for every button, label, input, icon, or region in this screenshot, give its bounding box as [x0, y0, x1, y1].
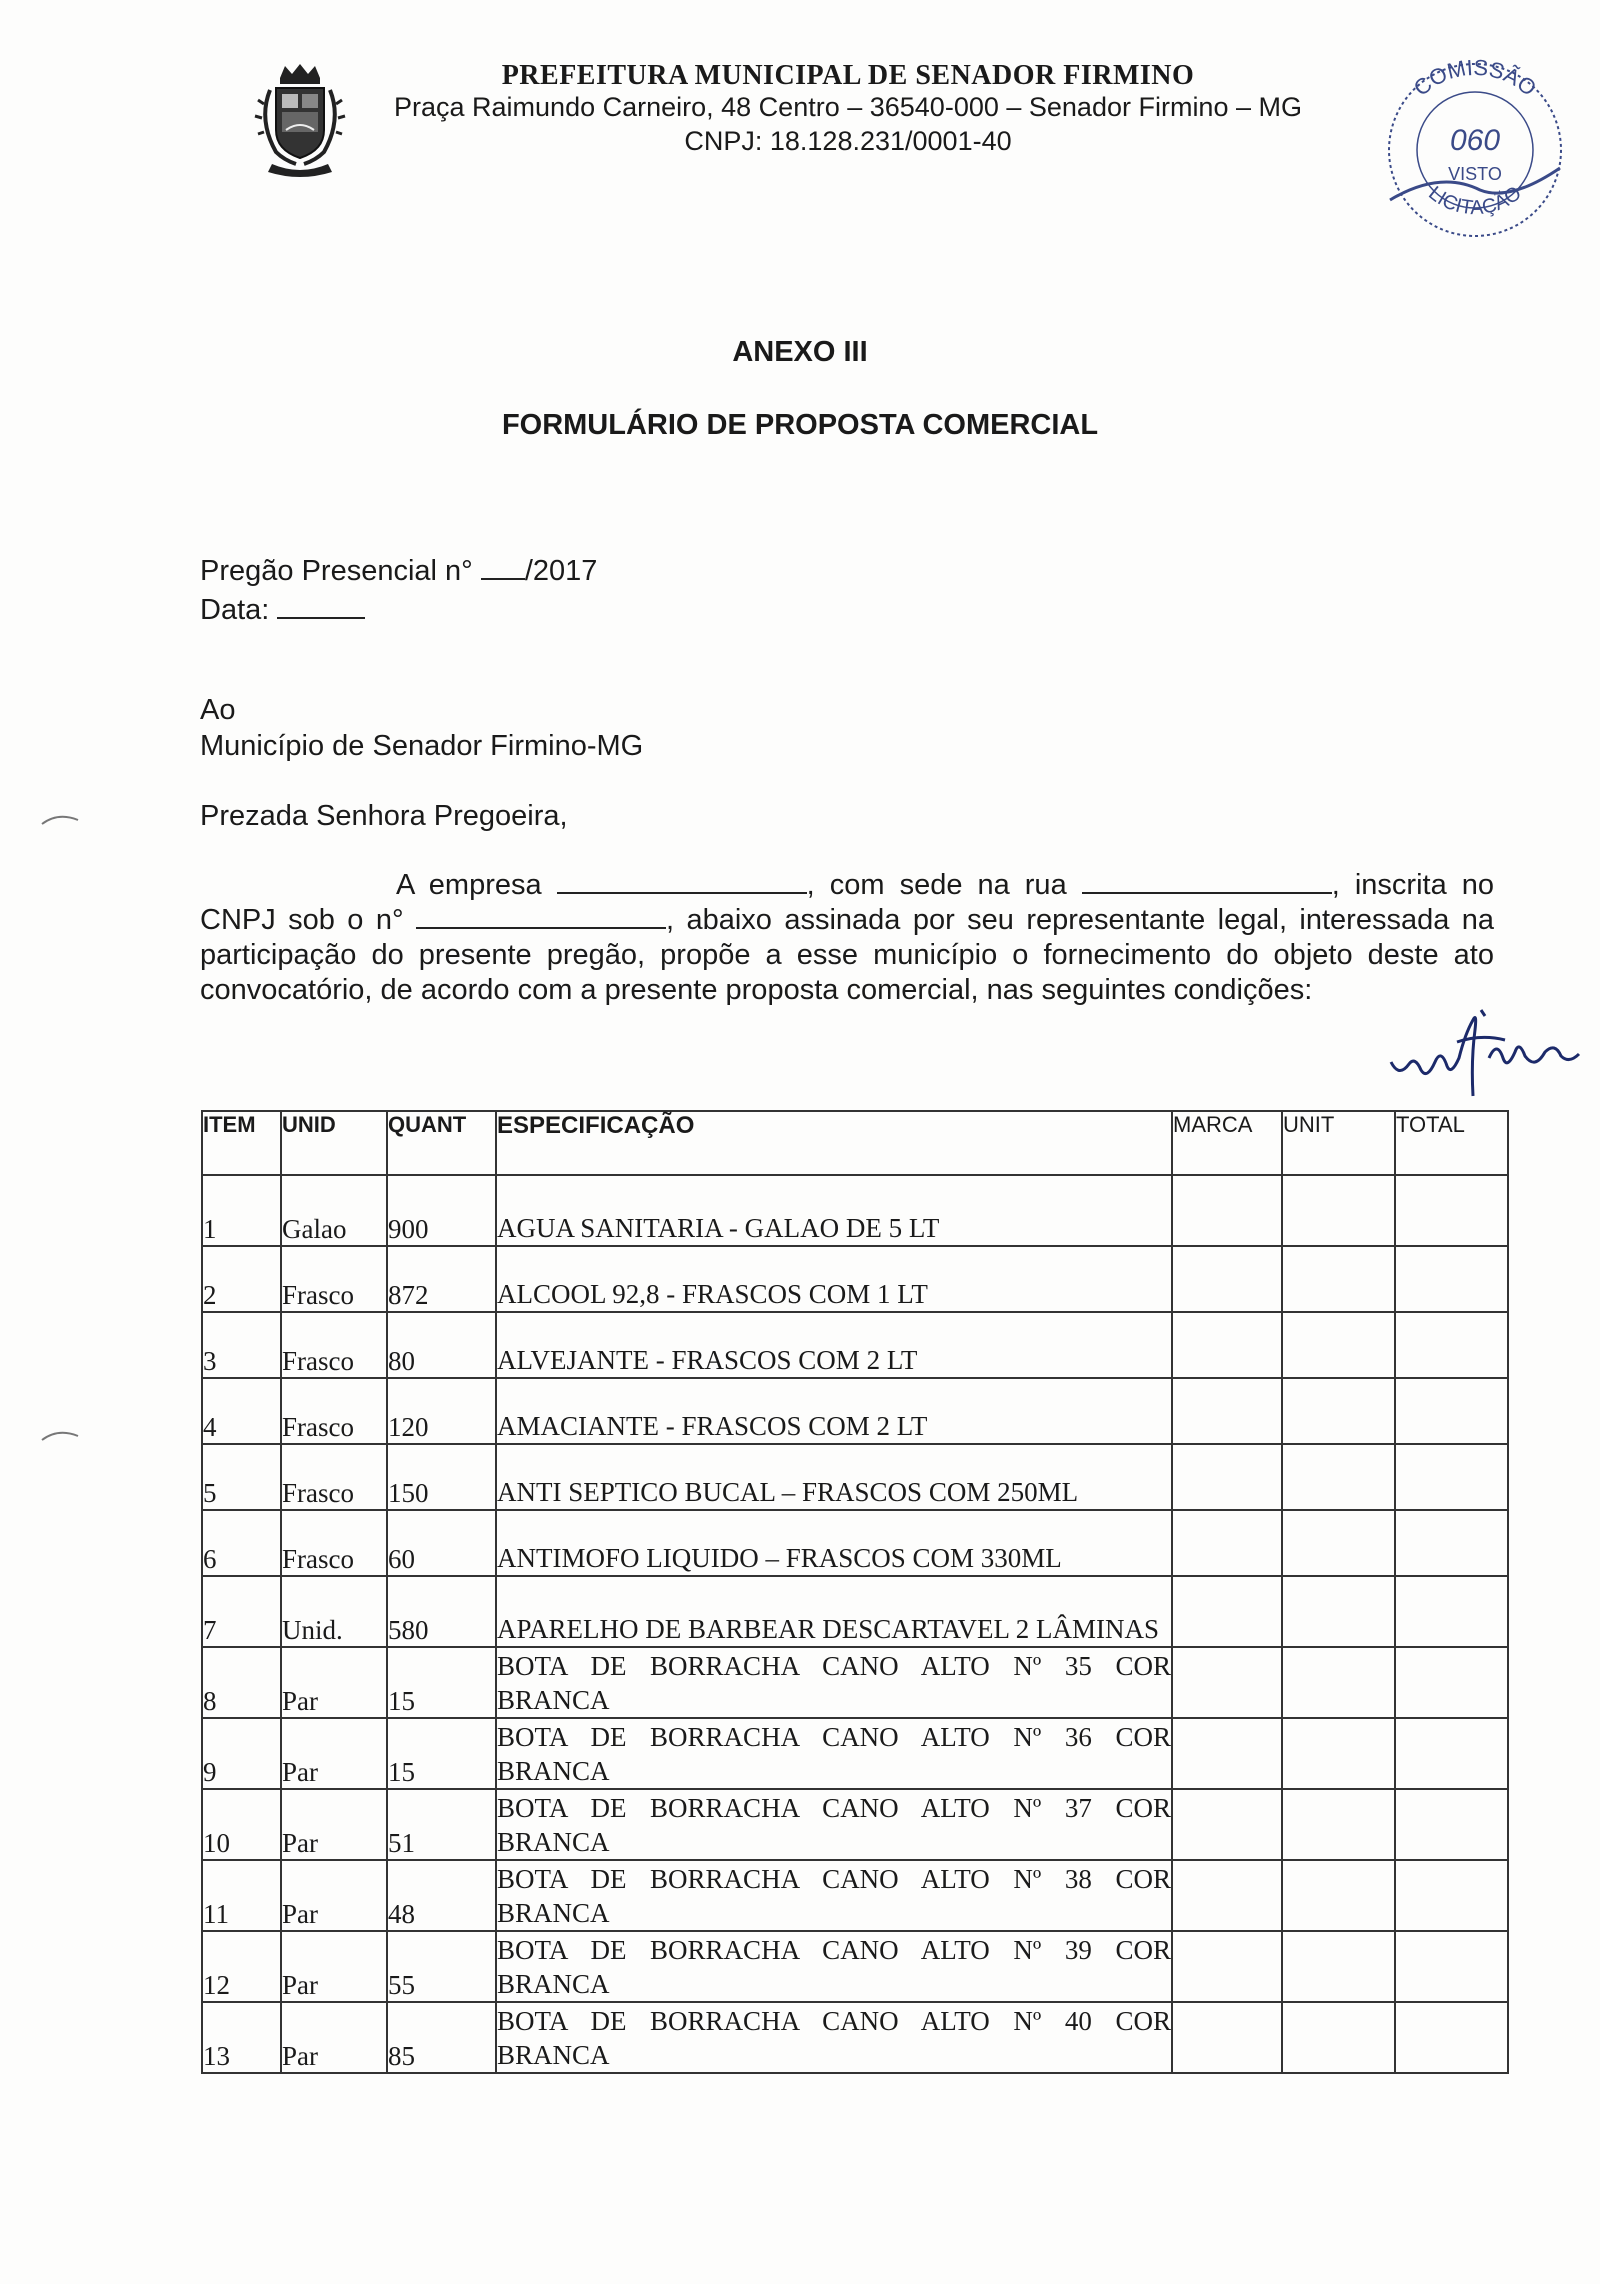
cell-total[interactable]	[1395, 1789, 1508, 1860]
cell-quant: 120	[387, 1378, 496, 1444]
col-header-quant: QUANT	[387, 1111, 496, 1175]
cell-spec: AGUA SANITARIA - GALAO DE 5 LT	[496, 1175, 1172, 1246]
cell-item: 13	[202, 2002, 281, 2073]
para-text-3: , inscrita no CNPJ sob o n°	[200, 869, 1494, 936]
cell-spec: ANTI SEPTICO BUCAL – FRASCOS COM 250ML	[496, 1444, 1172, 1510]
cell-unit[interactable]	[1282, 1510, 1395, 1576]
cell-item: 3	[202, 1312, 281, 1378]
header-cnpj: CNPJ: 18.128.231/0001-40	[684, 126, 1012, 156]
cell-quant: 872	[387, 1246, 496, 1312]
cell-unid: Par	[281, 1718, 387, 1789]
para-text-1: A empresa	[396, 869, 542, 901]
cell-marca[interactable]	[1172, 1647, 1282, 1718]
cell-unid: Par	[281, 1647, 387, 1718]
cell-total[interactable]	[1395, 1378, 1508, 1444]
cell-marca[interactable]	[1172, 1312, 1282, 1378]
cell-unid: Par	[281, 1789, 387, 1860]
signature-rubric	[1385, 1000, 1585, 1100]
date-blank[interactable]	[277, 593, 365, 619]
cell-quant: 51	[387, 1789, 496, 1860]
cell-marca[interactable]	[1172, 1444, 1282, 1510]
cell-item: 1	[202, 1175, 281, 1246]
table-row	[202, 1378, 1508, 1444]
cell-marca[interactable]	[1172, 2002, 1282, 2073]
cell-unid: Frasco	[281, 1510, 387, 1576]
table-row	[202, 1175, 1508, 1246]
cell-item: 11	[202, 1860, 281, 1931]
cell-unit[interactable]	[1282, 1931, 1395, 2002]
table-row	[202, 2002, 1508, 2073]
cell-unid: Frasco	[281, 1312, 387, 1378]
cell-unit[interactable]	[1282, 2002, 1395, 2073]
cell-quant: 85	[387, 2002, 496, 2073]
cell-quant: 15	[387, 1647, 496, 1718]
address-to: Ao	[200, 694, 236, 726]
table-row	[202, 1576, 1508, 1647]
cell-unid: Frasco	[281, 1246, 387, 1312]
table-header-row	[202, 1111, 1508, 1175]
cell-spec: BOTA DE BORRACHA CANO ALTO Nº 36 COR BRANCA	[496, 1718, 1172, 1789]
cell-unit[interactable]	[1282, 1647, 1395, 1718]
cell-spec: BOTA DE BORRACHA CANO ALTO Nº 38 COR BRANCA	[496, 1860, 1172, 1931]
col-header-spec: ESPECIFICAÇÃO	[496, 1111, 1172, 1175]
cell-marca[interactable]	[1172, 1931, 1282, 2002]
cell-marca[interactable]	[1172, 1175, 1282, 1246]
cell-total[interactable]	[1395, 1246, 1508, 1312]
cell-item: 9	[202, 1718, 281, 1789]
col-header-unit: UNIT	[1282, 1111, 1395, 1175]
cell-unit[interactable]	[1282, 1444, 1395, 1510]
cell-quant: 80	[387, 1312, 496, 1378]
cell-unit[interactable]	[1282, 1378, 1395, 1444]
para-text-4: , abaixo assinada por seu representante legal, interessada na participação do presente pregão, propõe a esse município o fornecimento do objeto deste ato convocatório, de acordo com a presente proposta comercial, nas seguintes condições:	[200, 904, 1495, 1006]
stamp-bottom-text: LICITAÇÃO	[1424, 182, 1526, 220]
pregao-label: Pregão Presencial n°	[200, 555, 473, 587]
cell-spec: APARELHO DE BARBEAR DESCARTAVEL 2 LÂMINAS	[496, 1576, 1172, 1647]
stamp-number: 060	[1449, 124, 1501, 157]
cell-item: 6	[202, 1510, 281, 1576]
cell-total[interactable]	[1395, 1860, 1508, 1931]
stamp-middle-text: VISTO	[1448, 164, 1502, 184]
stamp-top-text: COMISSÃO	[1408, 54, 1542, 101]
cell-unit[interactable]	[1282, 1576, 1395, 1647]
col-header-item: ITEM	[202, 1111, 281, 1175]
cell-total[interactable]	[1395, 1312, 1508, 1378]
cell-unit[interactable]	[1282, 1860, 1395, 1931]
table-row	[202, 1246, 1508, 1312]
scan-edge-mark	[40, 812, 80, 826]
cell-quant: 15	[387, 1718, 496, 1789]
table-row	[202, 1789, 1508, 1860]
table-row	[202, 1931, 1508, 2002]
table-row	[202, 1510, 1508, 1576]
cell-unid: Unid.	[281, 1576, 387, 1647]
cell-item: 8	[202, 1647, 281, 1718]
annex-title: ANEXO III	[732, 336, 868, 368]
header-address: Praça Raimundo Carneiro, 48 Centro – 36540-000 – Senador Firmino – MG	[394, 92, 1302, 122]
para-text-2: , com sede na rua	[806, 869, 1067, 901]
cell-marca[interactable]	[1172, 1789, 1282, 1860]
cell-quant: 60	[387, 1510, 496, 1576]
cell-item: 5	[202, 1444, 281, 1510]
cell-total[interactable]	[1395, 2002, 1508, 2073]
cell-total[interactable]	[1395, 1718, 1508, 1789]
pregao-number-blank[interactable]	[481, 554, 525, 580]
cell-marca[interactable]	[1172, 1576, 1282, 1647]
pregao-year: /2017	[524, 555, 598, 587]
table-row	[202, 1444, 1508, 1510]
cell-unit[interactable]	[1282, 1312, 1395, 1378]
commission-stamp	[1370, 50, 1580, 240]
cell-unid: Frasco	[281, 1378, 387, 1444]
table-row	[202, 1312, 1508, 1378]
pregao-line	[200, 554, 597, 588]
items-table	[201, 1110, 1509, 2074]
cell-marca[interactable]	[1172, 1718, 1282, 1789]
cell-spec: ALVEJANTE - FRASCOS COM 2 LT	[496, 1312, 1172, 1378]
greeting: Prezada Senhora Pregoeira,	[200, 800, 568, 832]
scan-edge-mark	[40, 1428, 80, 1442]
street-blank[interactable]	[1082, 870, 1332, 894]
cell-quant: 55	[387, 1931, 496, 2002]
cell-total[interactable]	[1395, 1510, 1508, 1576]
proposal-paragraph	[200, 868, 1494, 1008]
cell-marca[interactable]	[1172, 1378, 1282, 1444]
cell-quant: 150	[387, 1444, 496, 1510]
cell-spec: BOTA DE BORRACHA CANO ALTO Nº 39 COR BRANCA	[496, 1931, 1172, 2002]
cell-marca[interactable]	[1172, 1860, 1282, 1931]
cell-spec: BOTA DE BORRACHA CANO ALTO Nº 40 COR BRANCA	[496, 2002, 1172, 2073]
cell-unid: Galao	[281, 1175, 387, 1246]
cnpj-blank[interactable]	[416, 905, 666, 929]
col-header-marca: MARCA	[1172, 1111, 1282, 1175]
cell-spec: BOTA DE BORRACHA CANO ALTO Nº 35 COR BRANCA	[496, 1647, 1172, 1718]
table-row	[202, 1860, 1508, 1931]
cell-spec: AMACIANTE - FRASCOS COM 2 LT	[496, 1378, 1172, 1444]
cell-item: 7	[202, 1576, 281, 1647]
cell-item: 2	[202, 1246, 281, 1312]
cell-unid: Par	[281, 1860, 387, 1931]
header-institution: PREFEITURA MUNICIPAL DE SENADOR FIRMINO	[501, 60, 1195, 91]
cell-unit[interactable]	[1282, 1175, 1395, 1246]
table-row	[202, 1647, 1508, 1718]
cell-unid: Par	[281, 1931, 387, 2002]
address-municipality: Município de Senador Firmino-MG	[200, 730, 644, 762]
cell-total[interactable]	[1395, 1931, 1508, 2002]
cell-item: 10	[202, 1789, 281, 1860]
form-title: FORMULÁRIO DE PROPOSTA COMERCIAL	[501, 409, 1099, 441]
cell-spec: BOTA DE BORRACHA CANO ALTO Nº 37 COR BRANCA	[496, 1789, 1172, 1860]
cell-marca[interactable]	[1172, 1510, 1282, 1576]
cell-quant: 900	[387, 1175, 496, 1246]
table-row	[202, 1718, 1508, 1789]
cell-unit[interactable]	[1282, 1246, 1395, 1312]
company-name-blank[interactable]	[557, 870, 807, 894]
cell-unit[interactable]	[1282, 1718, 1395, 1789]
cell-total[interactable]	[1395, 1647, 1508, 1718]
cell-quant: 48	[387, 1860, 496, 1931]
col-header-unid: UNID	[281, 1111, 387, 1175]
cell-total[interactable]	[1395, 1444, 1508, 1510]
cell-item: 4	[202, 1378, 281, 1444]
col-header-total: TOTAL	[1395, 1111, 1508, 1175]
cell-item: 12	[202, 1931, 281, 2002]
cell-unid: Frasco	[281, 1444, 387, 1510]
cell-total[interactable]	[1395, 1576, 1508, 1647]
cell-spec: ANTIMOFO LIQUIDO – FRASCOS COM 330ML	[496, 1510, 1172, 1576]
cell-unid: Par	[281, 2002, 387, 2073]
cell-unit[interactable]	[1282, 1789, 1395, 1860]
date-label: Data:	[200, 594, 270, 626]
cell-total[interactable]	[1395, 1175, 1508, 1246]
cell-spec: ALCOOL 92,8 - FRASCOS COM 1 LT	[496, 1246, 1172, 1312]
cell-marca[interactable]	[1172, 1246, 1282, 1312]
date-line	[200, 593, 365, 627]
cell-quant: 580	[387, 1576, 496, 1647]
